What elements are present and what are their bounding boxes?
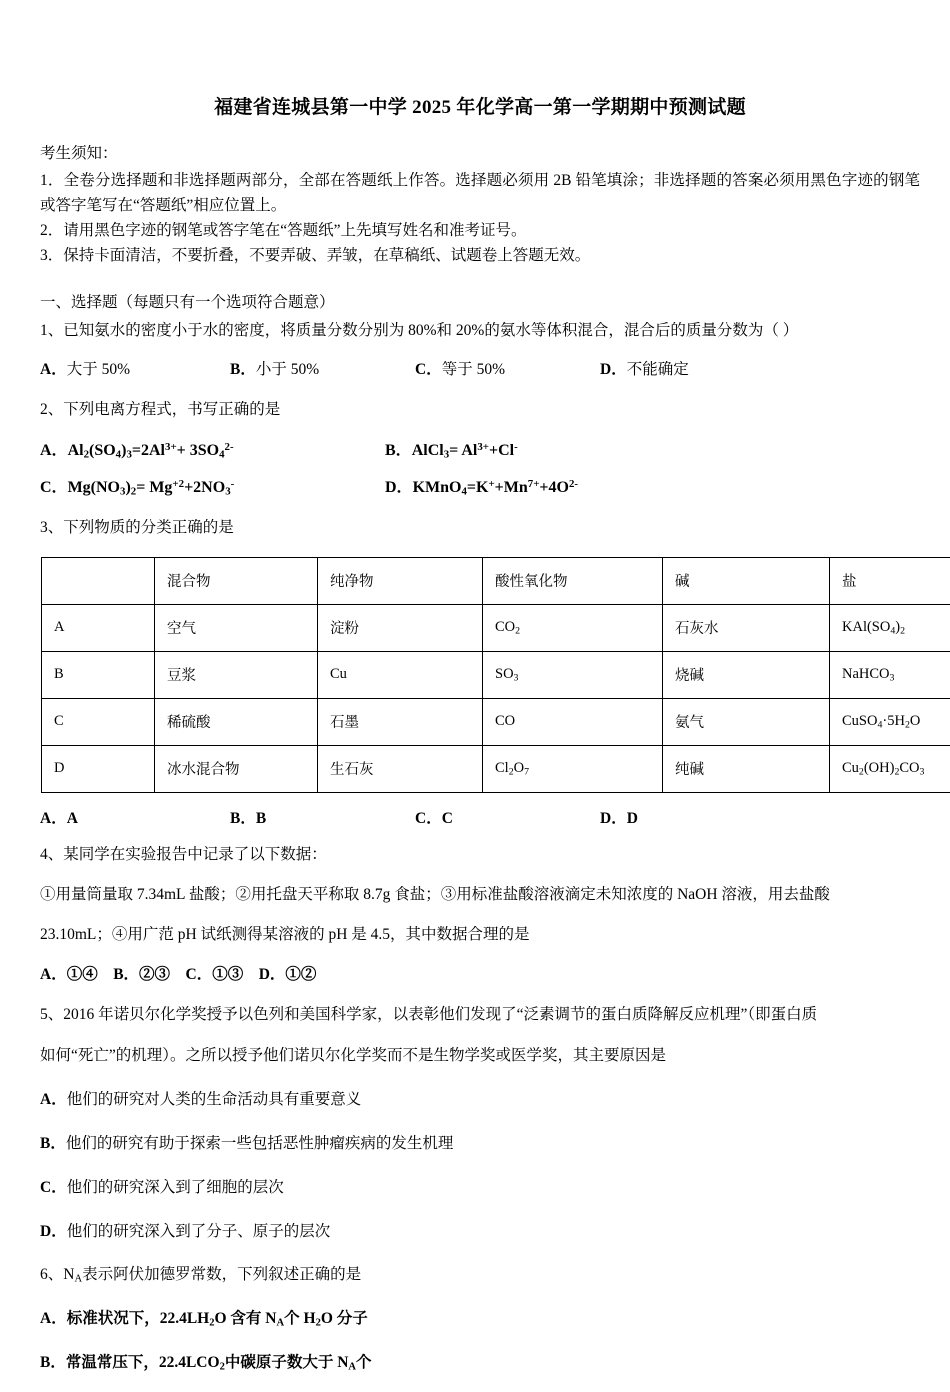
row-d-pure: 生石灰 [318,745,483,792]
row-a-id: A [42,604,155,651]
row-a-pure: 淀粉 [318,604,483,651]
row-a-acidic-oxide: $CO_2$ [483,604,663,651]
table-row [42,604,950,651]
question-4-body-line-2: 23.10mL；④用广范 pH 试纸测得某溶液的 pH 是 4.5，其中数据合理的是 [40,921,920,948]
q1-option-d [600,357,785,379]
notice-heading: 考生须知： [40,141,920,166]
row-b-acidic-oxide: $SO_3$ [483,651,663,698]
question-5-stem-line-2: 如何“死亡”的机理）。之所以授予他们诺贝尔化学奖而不是生物学奖或医学奖，其主要原因是 [40,1042,920,1069]
q5-option-a [40,1086,920,1113]
table-header-blank [42,557,155,604]
q1-option-b-label: B． [230,361,256,378]
table-header-mixture: 混合物 [155,557,318,604]
q1-option-a-label: A． [40,361,67,378]
page-content [40,96,920,1392]
question-1-options [40,357,920,379]
row-c-mixture: 稀硫酸 [155,698,318,745]
question-4-stem: 4、某同学在实验报告中记录了以下数据： [40,841,920,868]
row-d-acidic-oxide: $Cl_2O_7$ [483,745,663,792]
table-row [42,651,950,698]
section-heading-choice: 一、选择题（每题只有一个选项符合题意） [40,290,920,316]
row-d-id: D [42,745,155,792]
q1-option-c-label: C． [415,361,442,378]
page-title: 福建省连城县第一中学 2025 年化学高一第一学期期中预测试题 [40,96,920,121]
q2-option-c [40,474,385,497]
row-d-base: 纯碱 [663,745,830,792]
q5-option-a-text: 他们的研究对人类的生命活动具有重要意义 [67,1091,362,1108]
q1-option-a [40,357,230,379]
row-d-mixture: 冰水混合物 [155,745,318,792]
question-2-stem: 2、下列电离方程式，书写正确的是 [40,396,920,423]
q5-option-b-label: B． [40,1135,66,1152]
question-5-stem-line-1: 5、2016 年诺贝尔化学奖授予以色列和美国科学家，以表彰他们发现了“泛素调节的蛋白质降解反应机理”（即蛋白质 [40,1001,920,1028]
q1-option-c-text: 等于 50% [442,361,505,378]
q2-option-b-label: B． [385,442,412,459]
table-row [42,745,950,792]
q2-option-a-formula: $Al_2(SO_4)_3=2Al^{3+}+ 3SO_4^{2-}$ [68,442,234,459]
table-header-salt: 盐 [830,557,950,604]
question-6-stem: 6、$N_A$表示阿伏加德罗常数，下列叙述正确的是 [40,1261,920,1288]
q1-option-b-text: 小于 50% [256,361,319,378]
table-header-acidic-oxide: 酸性氧化物 [483,557,663,604]
table-body [42,557,950,792]
q5-option-c-label: C． [40,1179,67,1196]
q2-option-d-formula: $KMnO_4=K^++Mn^{7+}+4O^{2-}$ [413,479,578,496]
q2-option-b-formula: AlCl$_3$= $Al^{3+}+Cl^-$ [412,442,518,459]
notice-item-3: 3．保持卡面清洁，不要折叠，不要弄破、弄皱，在草稿纸、试题卷上答题无效。 [40,243,920,268]
row-b-mixture: 豆浆 [155,651,318,698]
q3-option-b [230,806,415,828]
row-c-id: C [42,698,155,745]
q2-option-b [385,437,805,460]
q3-option-c [415,806,600,828]
question-4-body-line-1: ①用量筒量取 7.34mL 盐酸；②用托盘天平称取 8.7g 食盐；③用标准盐酸溶液滴定未知浓度的 NaOH 溶液，用去盐酸 [40,881,920,908]
q2-option-c-formula: $Mg(NO_3)_2= Mg^{+2}+2NO_3^-$ [68,479,235,496]
question-2-options-row1 [40,437,920,460]
substance-classification-table [41,557,950,793]
q1-option-c [415,357,600,379]
q6-option-a [40,1305,920,1332]
table-header-pure: 纯净物 [318,557,483,604]
q3-option-d-label: D． [600,810,627,827]
q3-option-d [600,806,785,828]
q5-option-d [40,1218,920,1245]
q1-option-a-text: 大于 50% [67,361,130,378]
question-4-options: A．①④ B．②③ C．①③ D．①② [40,961,920,988]
question-3-options [40,806,920,828]
q1-option-b [230,357,415,379]
row-b-salt: NaHCO$_3$ [830,651,950,698]
notice-item-1: 1．全卷分选择题和非选择题两部分，全部在答题纸上作答。选择题必须用 2B 铅笔填涂；非选择题的答案必须用黑色字迹的钢笔或答字笔写在“答题纸”相应位置上。 [40,168,920,218]
q6-option-b [40,1349,920,1376]
q2-option-d-label: D． [385,479,413,496]
row-d-salt: $Cu_2(OH)_2CO_3$ [830,745,950,792]
q6-option-b-label: B． [40,1354,66,1371]
q2-option-c-label: C． [40,479,68,496]
q5-option-b [40,1130,920,1157]
row-b-base: 烧碱 [663,651,830,698]
row-b-pure: Cu [318,651,483,698]
row-c-pure: 石墨 [318,698,483,745]
q5-option-c-text: 他们的研究深入到了细胞的层次 [67,1179,284,1196]
table-header-base: 碱 [663,557,830,604]
q3-option-c-label: C． [415,810,442,827]
q5-option-c [40,1174,920,1201]
q3-option-c-text: C [442,810,453,827]
q3-option-d-text: D [627,810,638,827]
question-1-stem: 1、已知氨水的密度小于水的密度，将质量分数分别为 80%和 20%的氨水等体积混合，混合后的质量分数为（ ） [40,317,920,344]
question-3-stem: 3、下列物质的分类正确的是 [40,514,920,541]
q1-option-d-label: D． [600,361,627,378]
q3-option-a [40,806,230,828]
row-b-id: B [42,651,155,698]
row-c-salt: $CuSO_4\cdot 5H_2O$ [830,698,950,745]
q3-option-b-text: B [256,810,266,827]
q5-option-a-label: A． [40,1091,67,1108]
q3-option-b-label: B． [230,810,256,827]
table-header-row [42,557,950,604]
q3-option-a-label: A． [40,810,67,827]
q3-option-a-text: A [67,810,78,827]
table-row [42,698,950,745]
q2-option-d [385,474,805,497]
notice-item-2: 2．请用黑色字迹的钢笔或答字笔在“答题纸”上先填写姓名和准考证号。 [40,218,920,243]
q1-option-d-text: 不能确定 [627,361,689,378]
q2-option-a-label: A． [40,442,68,459]
row-c-acidic-oxide: CO [483,698,663,745]
row-a-salt: $KAl(SO_4)_2$ [830,604,950,651]
question-2-options-row2 [40,474,920,497]
row-a-mixture: 空气 [155,604,318,651]
q6-option-a-text: 标准状况下，$22.4LH_2O$ 含有 $N_A$个 $H_2O$ 分子 [67,1310,368,1327]
q5-option-b-text: 他们的研究有助于探索一些包括恶性肿瘤疾病的发生机理 [66,1135,454,1152]
q5-option-d-text: 他们的研究深入到了分子、原子的层次 [67,1223,331,1240]
q6-option-b-text: 常温常压下，$22.4LCO_2$中碳原子数大于 $N_A$个 [66,1354,372,1371]
q6-option-a-label: A． [40,1310,67,1327]
q5-option-d-label: D． [40,1223,67,1240]
q2-option-a [40,437,385,460]
row-a-base: 石灰水 [663,604,830,651]
row-c-base: 氨气 [663,698,830,745]
